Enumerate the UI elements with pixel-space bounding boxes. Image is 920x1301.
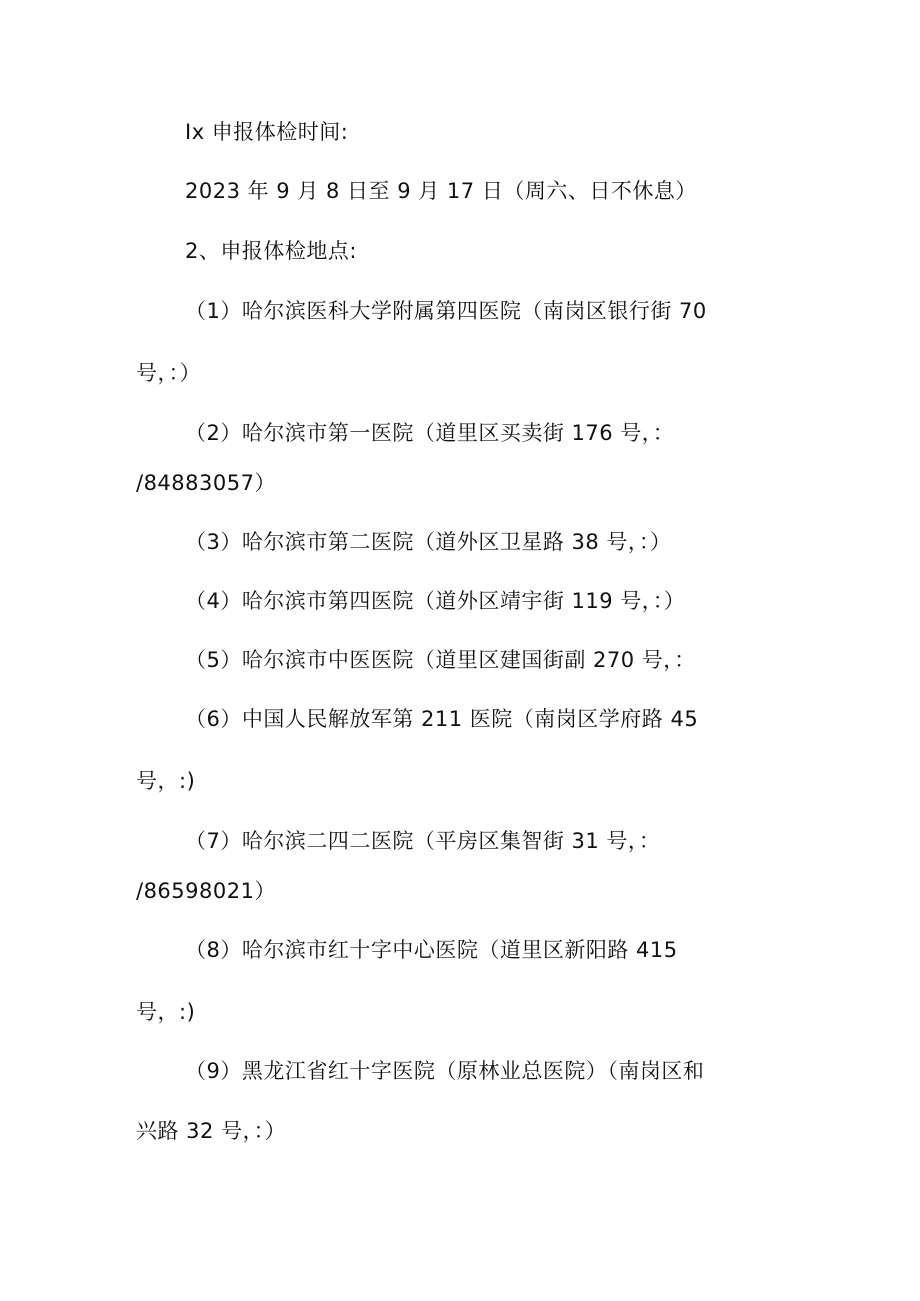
exam-time-value: 2023 年 9 月 8 日至 9 月 17 日（周六、日不休息）	[185, 179, 697, 203]
hospital-item-6: （6）中国人民解放军第 211 医院（南岗区学府路 45	[185, 707, 699, 731]
hospital-item-6-cont: 号，:)	[136, 769, 196, 793]
hospital-item-4: （4）哈尔滨市第四医院（道外区靖宇街 119 号，：）	[185, 589, 686, 613]
exam-time-heading: Ix 申报体检时间:	[185, 120, 349, 144]
hospital-item-2-cont: /84883057）	[136, 471, 276, 495]
hospital-item-8-cont: 号，:)	[136, 1000, 196, 1024]
hospital-item-5: （5）哈尔滨市中医医院（道里区建国街副 270 号，：	[185, 648, 696, 672]
exam-location-heading: 2、申报体检地点:	[185, 239, 357, 263]
hospital-item-3: （3）哈尔滨市第二医院（道外区卫星路 38 号，：）	[185, 530, 672, 554]
hospital-item-7: （7）哈尔滨二四二医院（平房区集智街 31 号，：	[185, 829, 661, 853]
hospital-item-8: （8）哈尔滨市红十字中心医院（道里区新阳路 415	[185, 938, 678, 962]
hospital-item-9-cont: 兴路 32 号，：）	[136, 1119, 287, 1143]
hospital-item-7-cont: /86598021）	[136, 879, 276, 903]
hospital-item-9: （9）黑龙江省红十字医院（原林业总医院）（南岗区和	[185, 1059, 705, 1083]
hospital-item-1-cont: 号，：）	[136, 361, 201, 385]
hospital-item-2: （2）哈尔滨市第一医院（道里区买卖街 176 号，：	[185, 421, 675, 445]
hospital-item-1: （1）哈尔滨医科大学附属第四医院（南岗区银行街 70	[185, 299, 707, 323]
